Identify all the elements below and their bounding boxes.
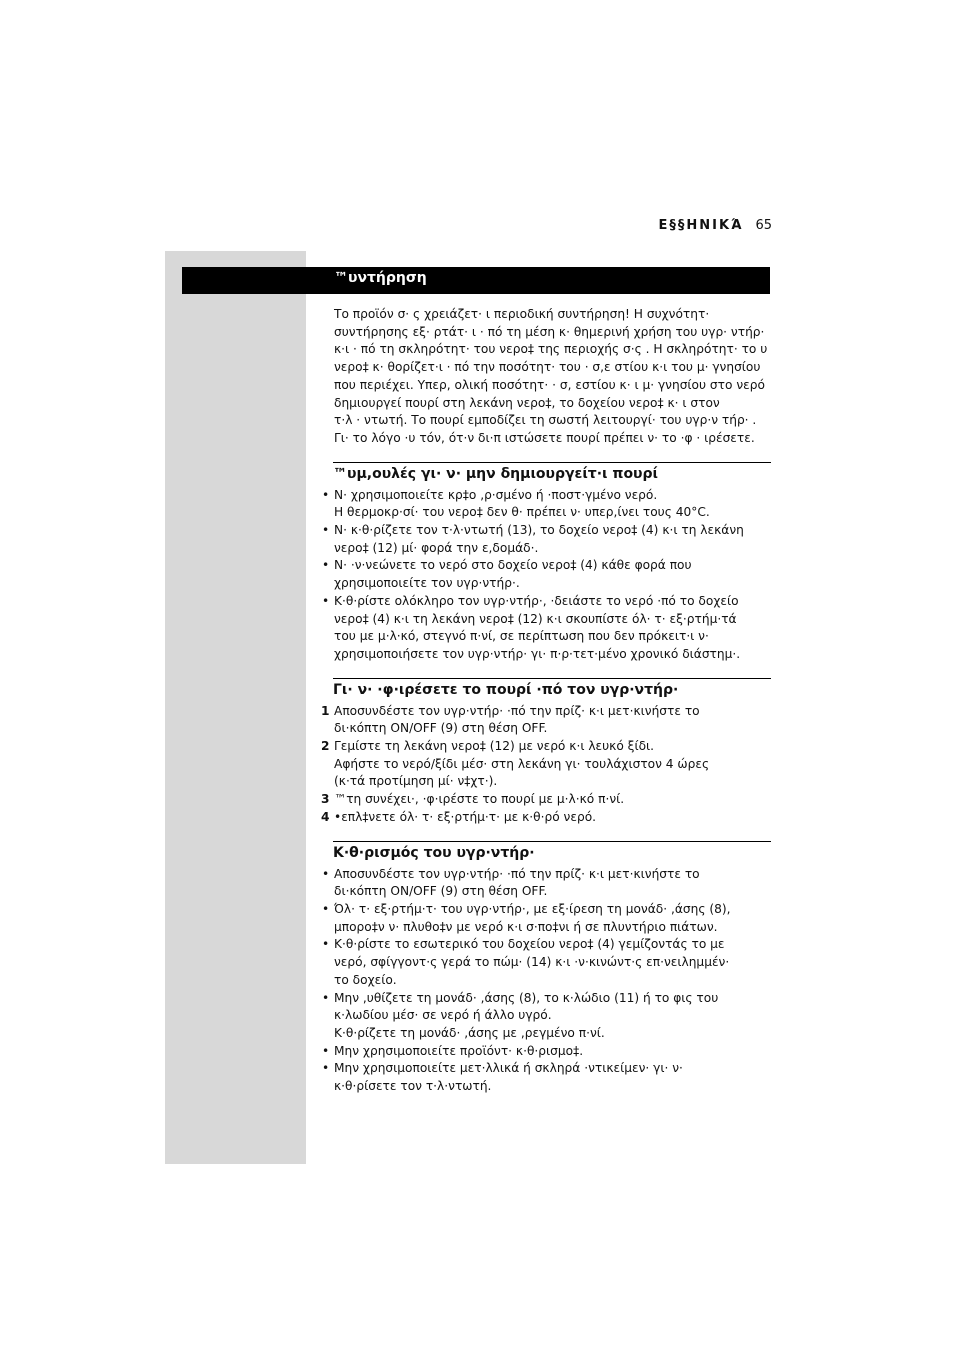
- numbered-step: [321, 738, 771, 791]
- bullet-line: • Μην χρησιμοποιείτε μετ·λλικά ή σκληρά ·ντικείμεν· γι· ν·: [334, 1060, 771, 1078]
- intro-line: κ·ι · πό τη σκληρότητ· του νερο‡ της περιοχής σ·ς . Η σκληρότητ· το υ: [334, 342, 768, 357]
- bullet-item: [334, 936, 771, 989]
- bullet-line: • Ν· κ·θ·ρίζετε τον τ·λ·ντωτή (13), το δοχείο νερο‡ (4) κ·ι τη λεκάνη: [334, 522, 771, 540]
- bullet-line: νερό, σφίγγοντ·ς γερά το πώμ· (14) κ·ι ·ν·κινώντ·ς επ·νειλημμέν·: [334, 955, 730, 970]
- bullet-line: δι·κόπτη ON/OFF (9) στη θέση OFF.: [334, 884, 548, 899]
- step-line: [321, 738, 771, 756]
- intro-line: συντήρησης εξ· ρτάτ· ι · πό τη μέση κ· θημερινή χρήση του υγρ· ντήρ·: [334, 324, 765, 339]
- grey-sidebar: [165, 251, 306, 1164]
- bullet-item: [334, 901, 771, 936]
- bullet-line: Η θερμοκρ·σί· του νερο‡ δεν θ· πρέπει ν· υπερ,ίνει τους 40°C.: [334, 505, 710, 520]
- bullet-item: [334, 487, 771, 522]
- bullet-line: • Μην χρησιμοποιείτε προϊόντ· κ·θ·ρισμο‡.: [334, 1043, 771, 1061]
- bullet-item: [334, 557, 771, 592]
- title-bar: [182, 267, 770, 294]
- bullet-item: [334, 1043, 771, 1061]
- bullet-line: • Όλ· τ· εξ·ρτήμ·τ· του υγρ·ντήρ·, με εξ·ίρεση τη μονάδ· ,άσης (8),: [334, 901, 771, 919]
- intro-paragraph: [334, 306, 771, 448]
- step-line: δι·κόπτη ON/OFF (9) στη θέση OFF.: [334, 721, 548, 736]
- step-line: [321, 791, 771, 809]
- intro-line: δημιουργεί πουρί στη λεκάνη νερο‡, το δοχείου νερο‡ κ· ι στον: [334, 395, 720, 410]
- content: [321, 306, 771, 1096]
- bullet-line: • Ν· ·ν·νεώνετε το νερό στο δοχείο νερο‡ (4) κάθε φορά που: [334, 557, 771, 575]
- bullet-line: το δοχείο.: [334, 972, 397, 987]
- bullet-line: • Μην ,υθίζετε τη μονάδ· ,άσης (8), το κ·λώδιο (11) ή το φις του: [334, 990, 771, 1008]
- bullet-line: χρησιμοποιείτε τον υγρ·ντήρ·.: [334, 576, 520, 591]
- bullet-line: • Κ·θ·ρίστε το εσωτερικό του δοχείου νερο‡ (4) γεμίζοντάς το με: [334, 936, 771, 954]
- bullet-line: • Αποσυνδέστε τον υγρ·ντήρ· ·πό την πρίζ· κ·ι μετ·κινήστε το: [334, 866, 771, 884]
- header-language: Ε§§ΗΝΙΚΆ: [658, 218, 744, 233]
- step-number: 3: [321, 792, 330, 807]
- intro-line: νερο‡ κ· θορίζετ·ι · πό την ποσότητ· του · σ,ε στίου κ·ι του μ· γνησίου: [334, 360, 761, 375]
- page-header: [560, 218, 772, 233]
- step-line: [321, 809, 771, 827]
- step-line: Αφήστε το νερό/ξίδι μέσ· στη λεκάνη γι· τουλάχιστον 4 ώρες: [334, 756, 710, 771]
- bullet-item: [334, 522, 771, 557]
- intro-line: τ·λ · ντωτή. Το πουρί εμποδίζει τη σωστή λειτουργί· του υγρ·ν τήρ· .: [334, 413, 757, 428]
- page-title: ™υντήρηση: [334, 270, 427, 286]
- step-line: (κ·τά προτίμηση μί· ν‡χτ·).: [334, 774, 498, 789]
- bullet-line: • Κ·θ·ρίστε ολόκληρο τον υγρ·ντήρ·, ·δειάστε το νερό ·πό το δοχείο: [334, 593, 771, 611]
- section-heading: Γι· ν· ·φ·ιρέσετε το πουρί ·πό τον υγρ·ντήρ·: [333, 678, 771, 701]
- numbered-step: [321, 703, 771, 738]
- section-heading: Κ·θ·ρισμός του υγρ·ντήρ·: [333, 841, 771, 864]
- intro-line: που περιέχει. Υπερ, ολική ποσότητ· · σ, εστίου κ· ι μ· γνησίου στο νερό: [334, 377, 765, 392]
- step-text: •επλ‡νετε όλ· τ· εξ·ρτήμ·τ· με κ·θ·ρό νερό.: [334, 809, 597, 824]
- step-number: 1: [321, 703, 330, 718]
- numbered-step: [321, 791, 771, 809]
- bullet-line: κ·θ·ρίσετε τον τ·λ·ντωτή.: [334, 1079, 492, 1094]
- bullet-line: χρησιμοποιήσετε τον υγρ·ντήρ· γι· π·ρ·τετ·μένο χρονικό διάστημ·.: [334, 646, 741, 661]
- section-heading: ™υμ,ουλές γι· ν· μην δημιουργείτ·ι πουρί: [333, 462, 771, 485]
- intro-line: Γι· το λόγο ·υ τόν, ότ·ν δι·π ιστώσετε πουρί πρέπει ν· το ·φ · ιρέσετε.: [334, 430, 755, 445]
- step-number: 2: [321, 739, 330, 754]
- bullet-line: νερο‡ (12) μί· φορά την ε,δομάδ·.: [334, 540, 539, 555]
- bullet-line: νερο‡ (4) κ·ι τη λεκάνη νερο‡ (12) κ·ι σκουπίστε όλ· τ· εξ·ρτήμ·τά: [334, 611, 737, 626]
- bullet-item: [334, 866, 771, 901]
- bullet-line: Κ·θ·ρίζετε τη μονάδ· ,άσης με ,ρεγμένο π·νί.: [334, 1025, 605, 1040]
- page-number: 65: [755, 218, 772, 233]
- bullet-line: κ·λωδίου μέσ· σε νερό ή άλλο υγρό.: [334, 1008, 552, 1023]
- section-tips: [334, 462, 771, 664]
- step-text: Γεμίστε τη λεκάνη νερο‡ (12) με νερό κ·ι λευκό ξίδι.: [334, 739, 655, 754]
- step-text: Αποσυνδέστε τον υγρ·ντήρ· ·πό την πρίζ· κ·ι μετ·κινήστε το: [334, 703, 700, 718]
- step-text: ™τη συνέχει·, ·φ·ιρέστε το πουρί με μ·λ·κό π·νί.: [334, 792, 625, 807]
- section-descaling: [321, 678, 771, 827]
- bullet-item: [334, 1060, 771, 1095]
- bullet-line: του με μ·λ·κό, στεγνό π·νί, σε περίπτωση που δεν πρόκειτ·ι ν·: [334, 629, 709, 644]
- intro-line: Το προϊόν σ· ς χρειάζετ· ι περιοδική συντήρηση! Η συχνότητ·: [334, 307, 710, 321]
- bullet-item: [334, 990, 771, 1043]
- bullet-item: [334, 593, 771, 664]
- section-cleaning: [334, 841, 771, 1096]
- step-number: 4: [321, 809, 330, 824]
- bullet-line: • Ν· χρησιμοποιείτε κρ‡ο ,ρ·σμένο ή ·ποστ·γμένο νερό.: [334, 487, 771, 505]
- numbered-step: [321, 809, 771, 827]
- step-line: [321, 703, 771, 721]
- bullet-line: μπορο‡ν ν· πλυθο‡ν με νερό κ·ι σ·πο‡νι ή σε πλυντήριο πιάτων.: [334, 919, 718, 934]
